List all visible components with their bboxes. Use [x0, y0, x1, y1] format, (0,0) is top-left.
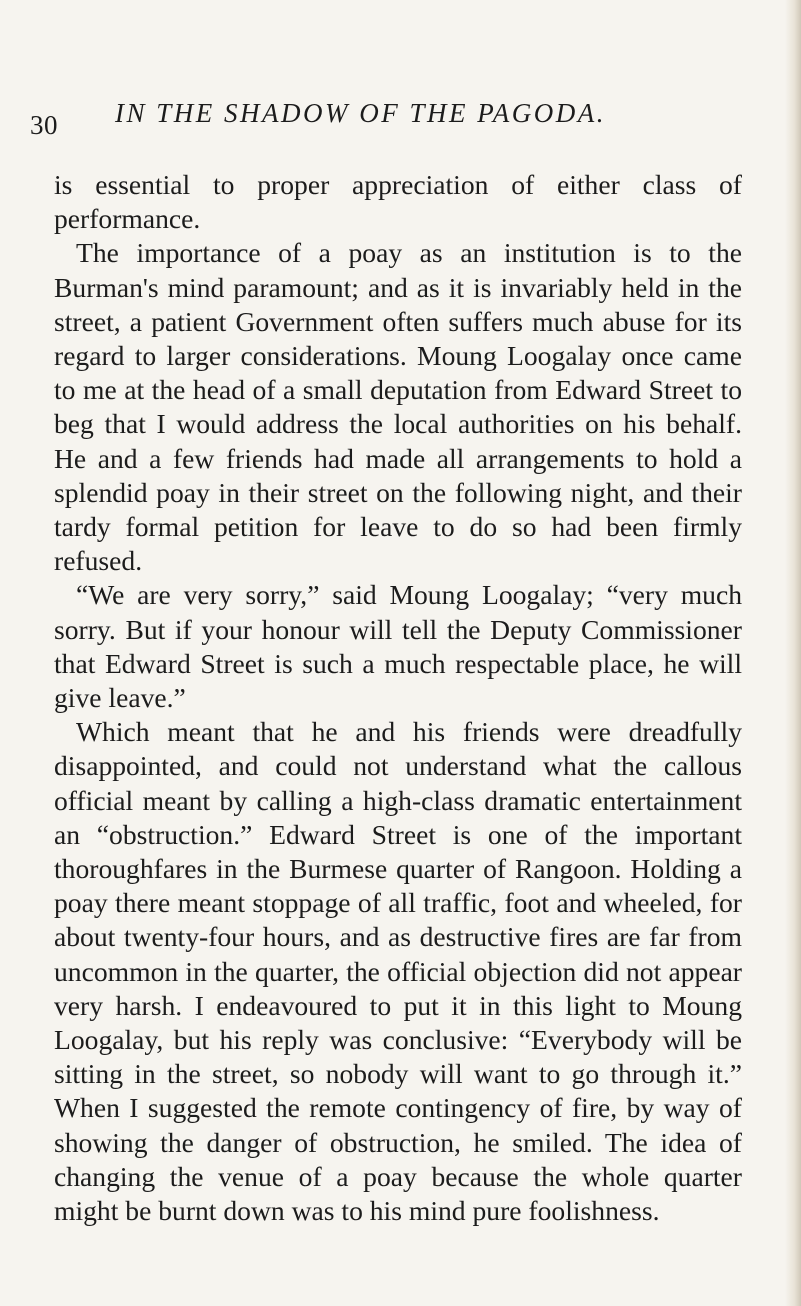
paragraph: Which meant that he and his friends were dreadfully disappointed, and could not understand what the callous official meant by calling a high-class dramatic entertainment an “obstruction.” Edward Street is one of the important thoroughfares in the Burmese quarter of Rangoon. Holding a poay there meant stoppage of all traffic, foot and wheeled, for about twenty-four hours, and as destructive fires are far from uncommon in the quarter, the official objection did not appear very harsh. I endeavoured to put it in this light to Moung Loogalay, but his reply was conclusive: “Everybody will be sitting in the street, so nobody will want to go through it.” When I suggested the remote contingency of fire, by way of showing the danger of obstruction, he smiled. The idea of changing the venue of a poay because the whole quarter might be burnt down was to his mind pure foolishness. — [54, 716, 742, 1227]
page-number: 30 — [30, 110, 58, 140]
paragraph: The importance of a poay as an institution is to the Burman's mind paramount; and as it is invariably held in the street, a patient Government often suffers much abuse for its regard to larger considerations. Moung Loogalay once came to me at the head of a small deputation from Edward Street to beg that I would address the local authorities on his behalf. He and a few friends had made all arrangements to hold a splendid poay in their street on the following night, and their tardy formal petition for leave to do so had been firmly refused. — [54, 237, 742, 577]
paragraph-continued: is essential to proper appreciation of either class of performance. — [54, 169, 742, 235]
running-head: IN THE SHADOW OF THE PAGODA. — [115, 98, 606, 128]
page-edge-shadow — [785, 0, 801, 1306]
page-header — [30, 98, 770, 138]
paragraph: “We are very sorry,” said Moung Loogalay; “very much sorry. But if your honour will tell the Deputy Commissioner that Edward Street is such a much respectable place, he will give leave.” — [54, 579, 742, 714]
body-text — [54, 168, 742, 1228]
